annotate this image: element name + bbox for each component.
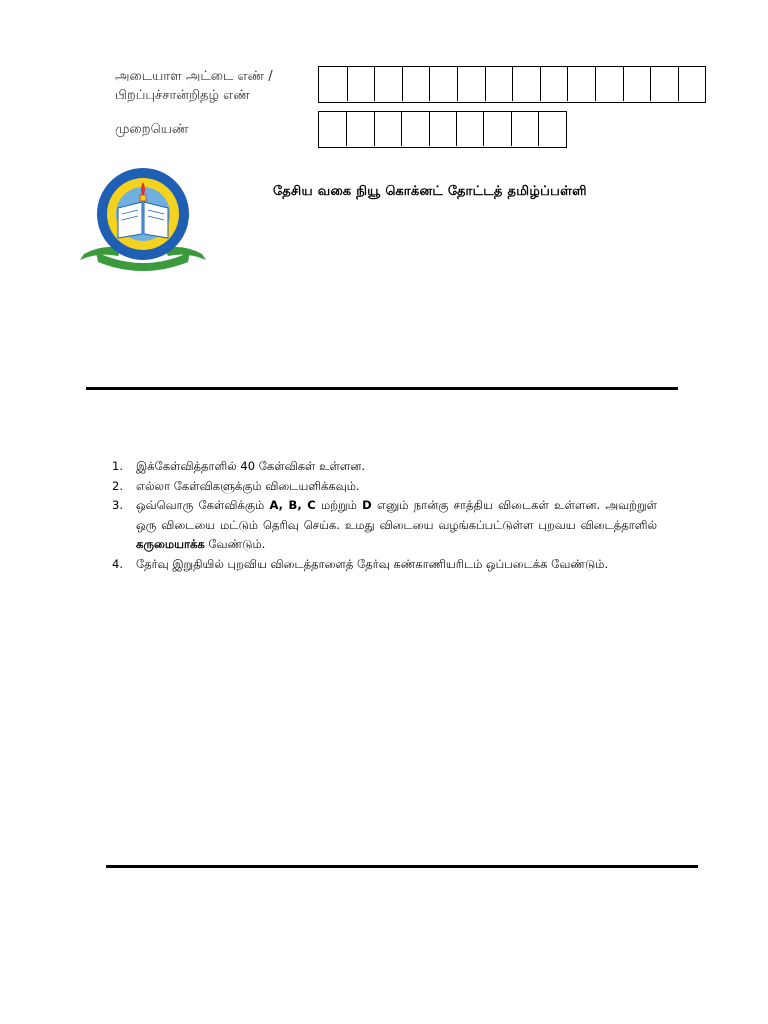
digit-box[interactable] bbox=[319, 112, 346, 146]
digit-box[interactable] bbox=[483, 112, 510, 146]
digit-box[interactable] bbox=[319, 67, 347, 101]
digit-box[interactable] bbox=[457, 67, 485, 101]
digit-box[interactable] bbox=[347, 67, 375, 101]
instruction-segment: இக்கேள்வித்தாளில் 40 கேள்விகள் உள்ளன. bbox=[136, 459, 366, 473]
digit-box[interactable] bbox=[538, 112, 565, 146]
instruction-segment: எல்லா கேள்விகளுக்கும் விடையளிக்கவும். bbox=[136, 478, 360, 493]
instruction-item bbox=[112, 457, 657, 477]
instruction-segment: வேண்டும். bbox=[204, 537, 266, 551]
instruction-text bbox=[136, 477, 657, 497]
digit-box[interactable] bbox=[374, 112, 401, 146]
digit-box[interactable] bbox=[567, 67, 595, 101]
serial-number-boxes[interactable] bbox=[318, 111, 567, 148]
digit-box[interactable] bbox=[595, 67, 623, 101]
digit-box[interactable] bbox=[678, 67, 706, 101]
digit-box[interactable] bbox=[512, 67, 540, 101]
instruction-segment: மற்றும் bbox=[315, 498, 363, 512]
top-divider bbox=[86, 387, 678, 390]
digit-box[interactable] bbox=[402, 67, 430, 101]
school-logo bbox=[78, 168, 208, 272]
id-number-label-line2: பிறப்புச்சான்றிதழ் எண் bbox=[115, 88, 250, 103]
digit-box[interactable] bbox=[485, 67, 513, 101]
instruction-text bbox=[136, 555, 657, 575]
serial-number-label: முறையெண் bbox=[115, 122, 189, 137]
school-name: தேசிய வகை நியூ கொக்னட் தோட்டத் தமிழ்ப்பள்ளி bbox=[273, 184, 587, 199]
instruction-number: 2. bbox=[112, 478, 123, 493]
digit-box[interactable] bbox=[374, 67, 402, 101]
instruction-segment: தேர்வு இறுதியில் புறவிய விடைத்தாளைத் தேர்வு கண்காணியரிடம் ஒப்படைக்க வேண்டும். bbox=[136, 556, 609, 571]
instruction-number: 4. bbox=[112, 556, 123, 571]
digit-box[interactable] bbox=[623, 67, 651, 101]
instruction-segment: எனும் நான்கு சாத்திய விடைகள் உள்ளன. அவற்றுள் ஒரு விடையை மட்டும் தெரிவு செய்க. உமது விடையை வழங்கப்பட்டுள்ள புறவய விடைத்தாளில் bbox=[136, 498, 657, 532]
instruction-item bbox=[112, 496, 657, 555]
instruction-text bbox=[136, 496, 657, 555]
digit-box[interactable] bbox=[540, 67, 568, 101]
instruction-emphasis: கருமையாக்க bbox=[136, 537, 205, 551]
instruction-segment: ஒவ்வொரு கேள்விக்கும் bbox=[136, 498, 270, 512]
id-number-boxes[interactable] bbox=[318, 66, 706, 103]
instruction-number: 1. bbox=[112, 459, 123, 473]
digit-box[interactable] bbox=[429, 67, 457, 101]
instruction-item bbox=[112, 555, 657, 575]
digit-box[interactable] bbox=[456, 112, 483, 146]
instruction-text bbox=[136, 457, 657, 477]
digit-box[interactable] bbox=[346, 112, 373, 146]
instruction-emphasis: A, B, C bbox=[269, 498, 316, 512]
digit-box[interactable] bbox=[401, 112, 428, 146]
instruction-emphasis: D bbox=[362, 498, 372, 512]
digit-box[interactable] bbox=[511, 112, 538, 146]
instructions-list bbox=[112, 457, 657, 574]
bottom-divider bbox=[106, 865, 698, 868]
instruction-item bbox=[112, 477, 657, 497]
id-number-label-line1: அடையாள அட்டை எண் / bbox=[115, 69, 273, 84]
digit-box[interactable] bbox=[429, 112, 456, 146]
instruction-number: 3. bbox=[112, 498, 123, 512]
id-number-label bbox=[115, 67, 273, 105]
digit-box[interactable] bbox=[650, 67, 678, 101]
